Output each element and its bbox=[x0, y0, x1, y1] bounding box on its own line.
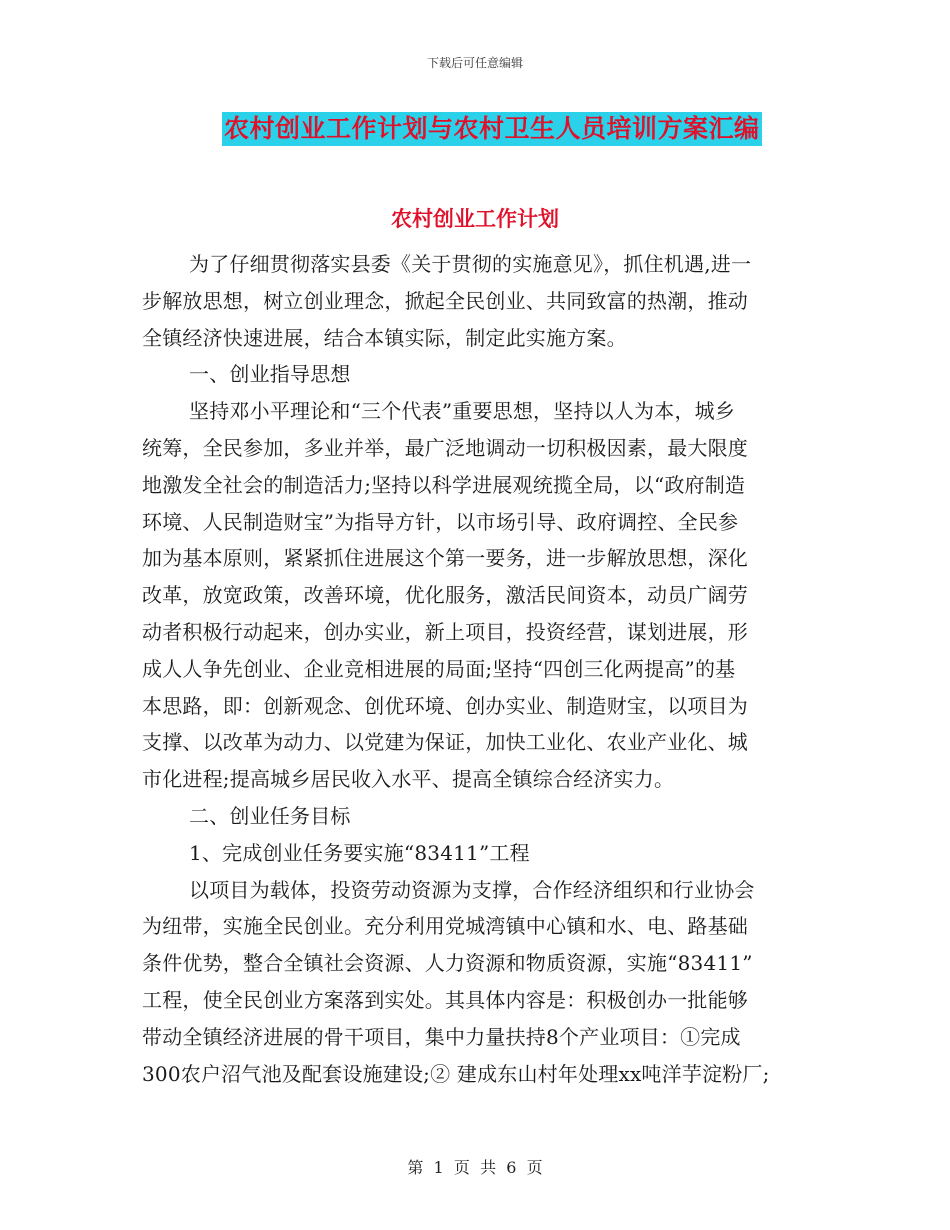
heading-line: 一、创业指导思想 bbox=[189, 362, 351, 387]
paragraph-line: 条件优势，整合全镇社会资源、人力资源和物质资源，实施“83411” bbox=[142, 951, 753, 976]
paragraph-line: 成人人争先创业、企业竞相进展的局面;坚持“四创三化两提高”的基 bbox=[142, 656, 736, 681]
paragraph-line: 带动全镇经济进展的骨干项目，集中力量扶持8个产业项目：①完成 bbox=[142, 1024, 741, 1049]
paragraph-line: 统筹，全民参加，多业并举，最广泛地调动一切积极因素，最大限度 bbox=[142, 435, 748, 460]
paragraph-line: 支撑、以改革为动力、以党建为保证，加快工业化、农业产业化、城 bbox=[142, 730, 748, 755]
body-text bbox=[142, 246, 812, 1092]
paragraph-line: 为了仔细贯彻落实县委《关于贯彻的实施意见》，抓住机遇,进一 bbox=[189, 252, 752, 276]
subheading-line: 1、完成创业任务要实施“83411”工程 bbox=[189, 840, 530, 865]
document-title: 农村创业工作计划与农村卫生人员培训方案汇编 bbox=[222, 112, 762, 146]
paragraph-line: 地激发全社会的制造活力;坚持以科学进展观统揽全局，以“政府制造 bbox=[142, 472, 746, 497]
section-title: 农村创业工作计划 bbox=[391, 207, 559, 231]
paragraph-line: 本思路，即：创新观念、创优环境、创办实业、制造财宝，以项目为 bbox=[142, 693, 748, 718]
paragraph-line: 加为基本原则，紧紧抓住进展这个第一要务，进一步解放思想，深化 bbox=[142, 546, 748, 571]
paragraph-line: 全镇经济快速进展，结合本镇实际，制定此实施方案。 bbox=[142, 325, 627, 350]
paragraph-line: 步解放思想，树立创业理念，掀起全民创业、共同致富的热潮，推动 bbox=[142, 288, 748, 313]
page-footer: 第 1 页 共 6 页 bbox=[407, 1158, 543, 1177]
paragraph-line: 为纽带，实施全民创业。充分利用党城湾镇中心镇和水、电、路基础 bbox=[142, 914, 748, 939]
paragraph-line: 工程，使全民创业方案落到实处。其具体内容是：积极创办一批能够 bbox=[142, 987, 748, 1012]
paragraph-line: 300农户沼气池及配套设施建设;② 建成东山村年处理xx吨洋芋淀粉厂; bbox=[142, 1061, 770, 1086]
paragraph-line: 坚持邓小平理论和“三个代表”重要思想，坚持以人为本，城乡 bbox=[189, 399, 736, 424]
heading-line: 二、创业任务目标 bbox=[189, 803, 351, 828]
paragraph-line: 以项目为载体，投资劳动资源为支撑，合作经济组织和行业协会 bbox=[189, 877, 755, 902]
header-note: 下载后可任意编辑 bbox=[426, 56, 523, 70]
paragraph-line: 环境、人民制造财宝”为指导方针，以市场引导、政府调控、全民参 bbox=[142, 509, 739, 534]
paragraph-line: 动者积极行动起来，创办实业，新上项目，投资经营，谋划进展，形 bbox=[142, 619, 748, 644]
paragraph-line: 市化进程;提高城乡居民收入水平、提高全镇综合经济实力。 bbox=[142, 767, 675, 792]
paragraph-line: 改革，放宽政策，改善环境，优化服务，激活民间资本，动员广阔劳 bbox=[142, 583, 748, 608]
